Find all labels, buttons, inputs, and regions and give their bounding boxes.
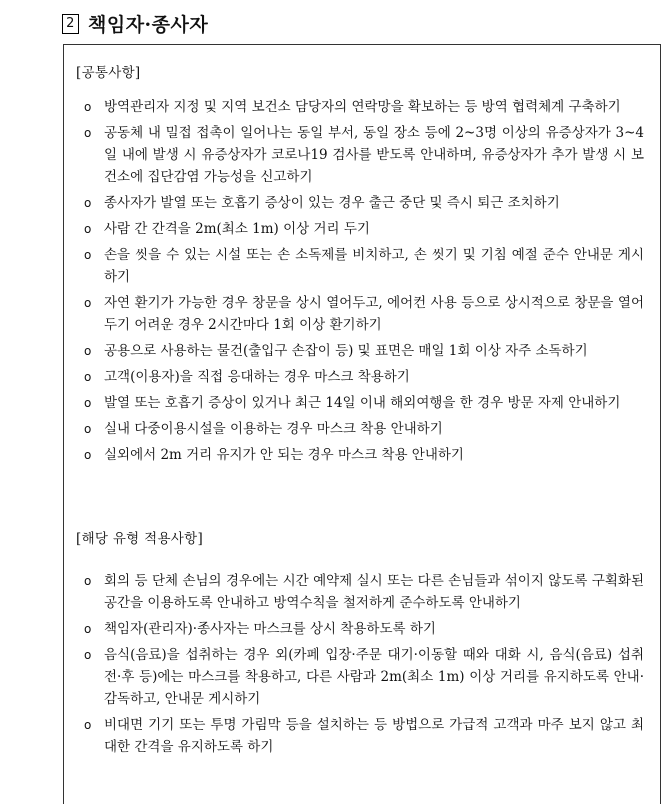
list-item: o 방역관리자 지정 및 지역 보건소 담당자의 연락망을 확보하는 등 방역 협력체계 구축하기: [84, 96, 644, 118]
list-item: o 발열 또는 호흡기 증상이 있거나 최근 14일 이내 해외여행을 한 경우 방문 자제 안내하기: [84, 392, 644, 414]
list-item: o 공동체 내 밀접 접촉이 일어나는 동일 부서, 동일 장소 등에 2~3명 이상의 유증상자가 3~4일 내에 발생 시 유증상자가 코로나19 검사를 받도록 안내하며, 유증상자가 추가 발생 시 보건소에 집단감염 가능성을 신고하기: [84, 122, 644, 188]
bullet-icon: o: [84, 222, 92, 236]
bullet-icon: o: [84, 396, 92, 410]
list-item: o 자연 환기가 가능한 경우 창문을 상시 열어두고, 에어컨 사용 등으로 상시적으로 창문을 열어두기 어려운 경우 2시간마다 1회 이상 환기하기: [84, 292, 644, 336]
bullet-icon: o: [84, 574, 92, 588]
common-items-list: [84, 96, 644, 470]
bullet-icon: o: [84, 448, 92, 462]
list-item: o 고객(이용자)을 직접 응대하는 경우 마스크 착용하기: [84, 366, 644, 388]
section-title-type-specific: [해당 유형 적용사항]: [76, 531, 204, 547]
list-item: o 음식(음료)을 섭취하는 경우 외(카페 입장·주문 대기·이동할 때와 대화 시, 음식(음료) 섭취 전·후 등)에는 마스크를 착용하고, 다른 사람과 2m(최소 1m) 이상 거리를 유지하도록 안내·감독하고, 안내문 게시하기: [84, 644, 644, 710]
bullet-icon: o: [84, 196, 92, 210]
list-item: o 실외에서 2m 거리 유지가 안 되는 경우 마스크 착용 안내하기: [84, 444, 644, 466]
section-heading-title: 책임자·종사자: [88, 14, 209, 36]
list-item: o 사람 간 간격을 2m(최소 1m) 이상 거리 두기: [84, 218, 644, 240]
bullet-icon: o: [84, 718, 92, 732]
list-item: o 종사자가 발열 또는 호흡기 증상이 있는 경우 출근 중단 및 즉시 퇴근 조치하기: [84, 192, 644, 214]
bullet-icon: o: [84, 248, 92, 262]
bullet-icon: o: [84, 422, 92, 436]
bullet-icon: o: [84, 622, 92, 636]
list-item: o 손을 씻을 수 있는 시설 또는 손 소독제를 비치하고, 손 씻기 및 기침 예절 준수 안내문 게시하기: [84, 244, 644, 288]
bullet-icon: o: [84, 344, 92, 358]
bullet-icon: o: [84, 648, 92, 662]
list-item: o 회의 등 단체 손님의 경우에는 시간 예약제 실시 또는 다른 손님들과 섞이지 않도록 구획화된 공간을 이용하도록 안내하고 방역수칙을 철저하게 준수하도록 안내하기: [84, 570, 644, 614]
list-item: o 비대면 기기 또는 투명 가림막 등을 설치하는 등 방법으로 가급적 고객과 마주 보지 않고 최대한 간격을 유지하도록 하기: [84, 714, 644, 758]
section-title-common: [공통사항]: [76, 65, 141, 81]
type-specific-items-list: [84, 570, 644, 762]
list-item: o 실내 다중이용시설을 이용하는 경우 마스크 착용 안내하기: [84, 418, 644, 440]
list-item: o 공용으로 사용하는 물건(출입구 손잡이 등) 및 표면은 매일 1회 이상 자주 소독하기: [84, 340, 644, 362]
bullet-icon: o: [84, 100, 92, 114]
bullet-icon: o: [84, 126, 92, 140]
bullet-icon: o: [84, 370, 92, 384]
section-number-box: 2: [62, 14, 79, 34]
section-heading: [62, 10, 208, 37]
list-item: o 책임자(관리자)·종사자는 마스크를 상시 착용하도록 하기: [84, 618, 644, 640]
bullet-icon: o: [84, 296, 92, 310]
